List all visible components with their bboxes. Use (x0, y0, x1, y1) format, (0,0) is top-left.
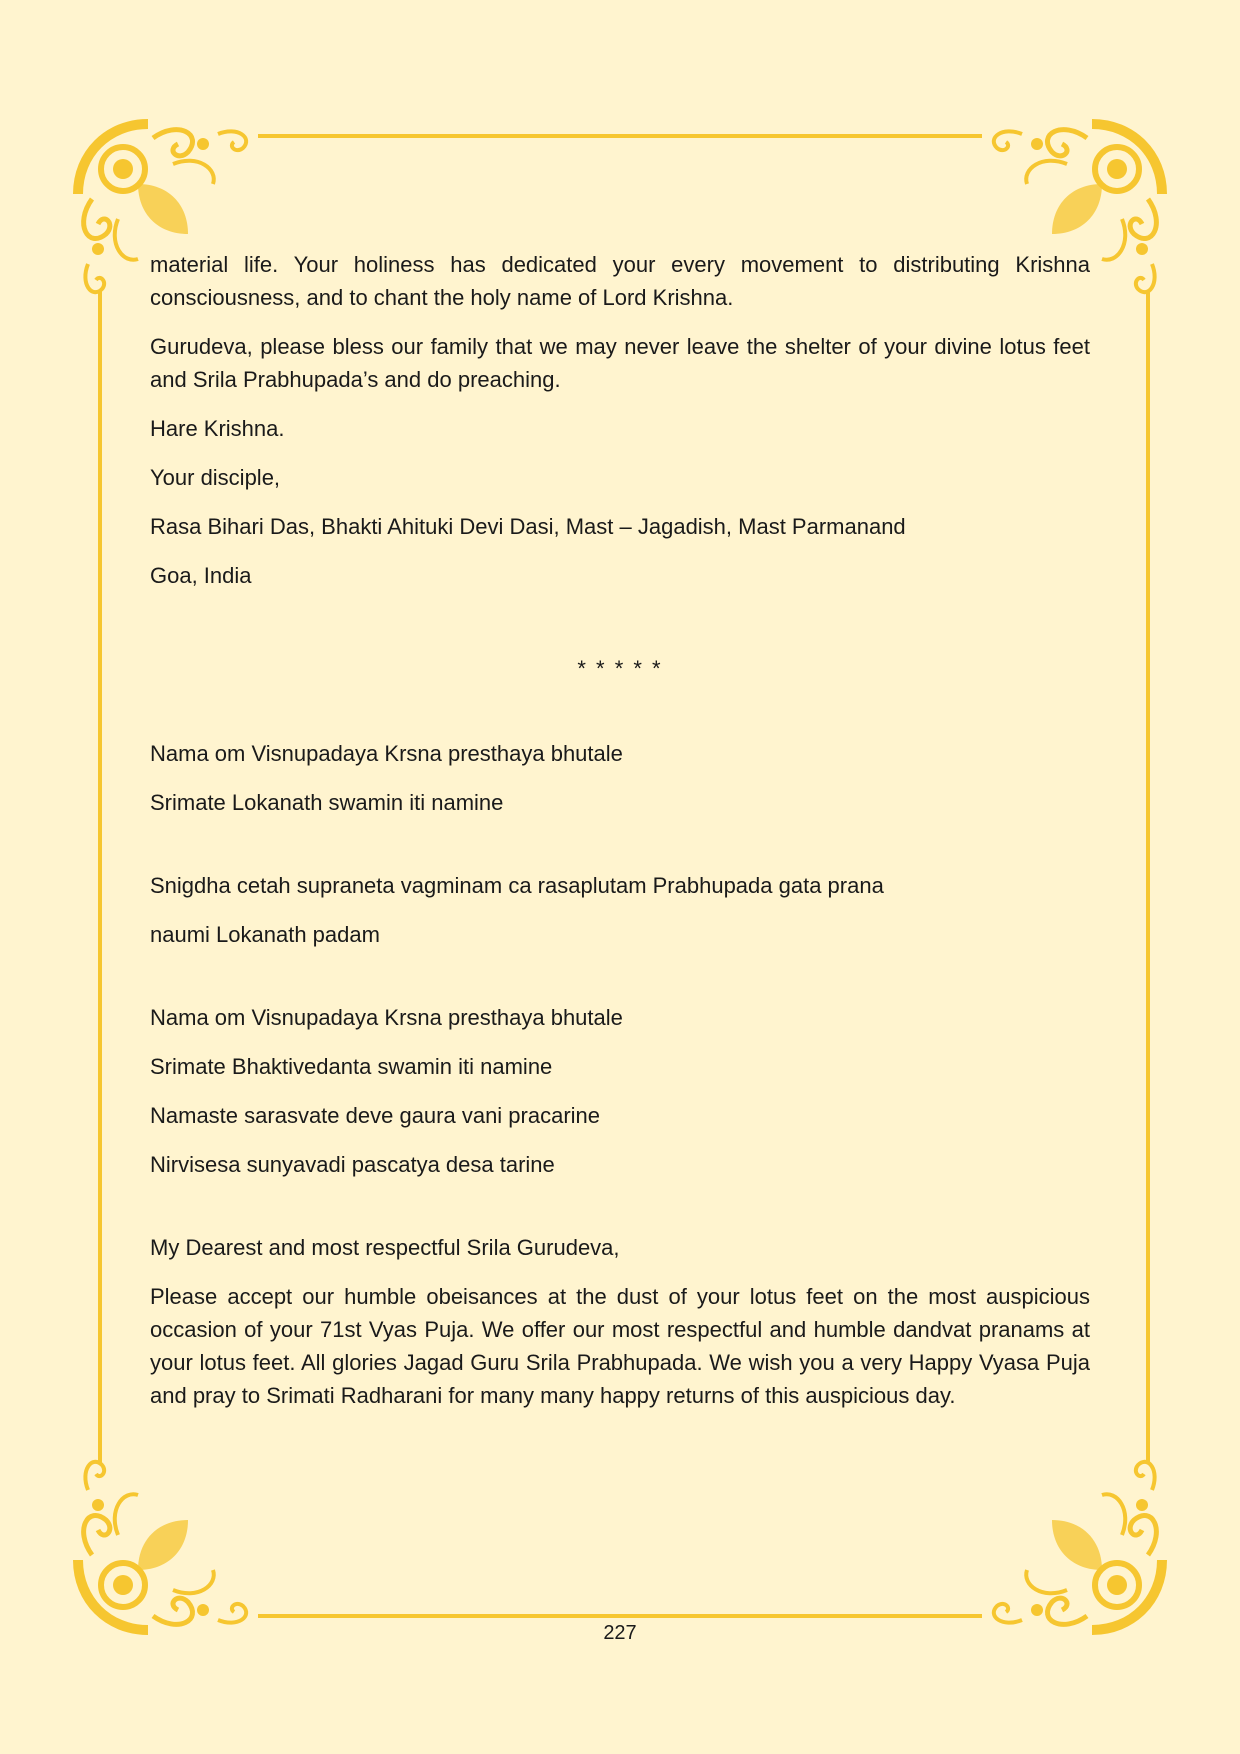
page-content (150, 248, 1090, 1428)
paragraph-dedication: material life. Your holiness has dedicated your every movement to distributing Krishna consciousness, and to chant the holy name of Lord Krishna. (150, 252, 1090, 310)
verse-line: Nama om Visnupadaya Krsna presthaya bhutale (150, 1005, 623, 1030)
paragraph-location: Goa, India (150, 563, 252, 588)
paragraph-blessing: Gurudeva, please bless our family that we may never leave the shelter of your divine lotus feet and Srila Prabhupada’s and do preaching. (150, 334, 1090, 392)
section-separator: * * * * * (577, 656, 663, 681)
letter-salutation: My Dearest and most respectful Srila Gurudeva, (150, 1235, 620, 1260)
paragraph-hare-krishna: Hare Krishna. (150, 416, 285, 441)
paragraph-signatories: Rasa Bihari Das, Bhakti Ahituki Devi Dasi, Mast – Jagadish, Mast Parmanand (150, 514, 906, 539)
verse-line: Snigdha cetah supraneta vagminam ca rasaplutam Prabhupada gata prana (150, 873, 884, 898)
verse-line: Nama om Visnupadaya Krsna presthaya bhutale (150, 741, 623, 766)
letter-body: Please accept our humble obeisances at the dust of your lotus feet on the most auspicious occasion of your 71st Vyas Puja. We offer our most respectful and humble dandvat pranams at your lotus feet. All glories Jagad Guru Srila Prabhupada. We wish you a very Happy Vyasa Puja and pray to Srimati Radharani for many many happy returns of this auspicious day. (150, 1284, 1090, 1408)
page-number: 227 (603, 1622, 637, 1644)
verse-line: Srimate Lokanath swamin iti namine (150, 790, 504, 815)
verse-line: Nirvisesa sunyavadi pascatya desa tarine (150, 1152, 555, 1177)
paragraph-your-disciple: Your disciple, (150, 465, 281, 490)
verse-line: Srimate Bhaktivedanta swamin iti namine (150, 1054, 553, 1079)
verse-line: naumi Lokanath padam (150, 922, 380, 947)
verse-line: Namaste sarasvate deve gaura vani pracarine (150, 1103, 601, 1128)
